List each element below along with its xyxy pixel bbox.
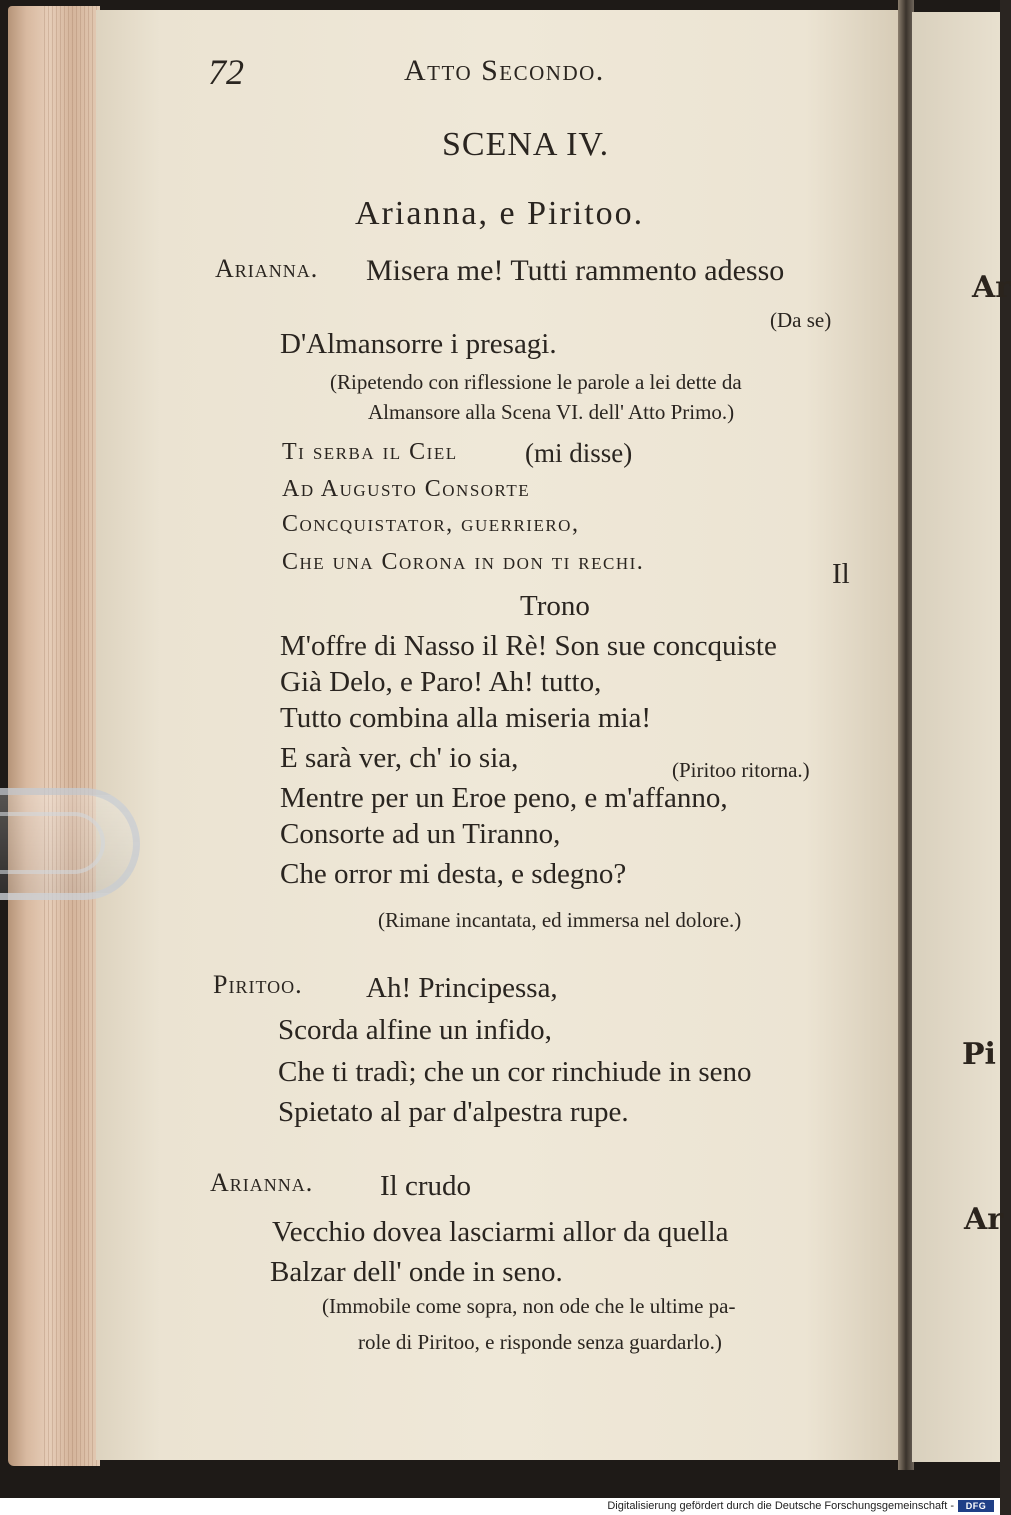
stage-direction: Almansore alla Scena VI. dell' Atto Primo.) — [368, 400, 735, 424]
verse-line: D'Almansorre i presagi. — [280, 328, 557, 360]
verse-line: Scorda alfine un infido, — [278, 1014, 552, 1046]
page-clip-inner — [0, 812, 105, 874]
verse-line: Tutto combina alla miseria mia! — [280, 702, 652, 734]
speaker-arianna: Arianna. — [210, 1168, 314, 1197]
verse-line: Già Delo, e Paro! Ah! tutto, — [280, 666, 602, 698]
page-block-edge — [8, 6, 100, 1466]
running-title: Atto Secondo. — [404, 54, 605, 87]
dfg-logo[interactable]: DFG — [958, 1500, 994, 1512]
stage-direction: (Rimane incantata, ed immersa nel dolore.) — [378, 908, 742, 932]
scene-title: SCENA IV. — [442, 126, 610, 163]
facing-page — [912, 12, 1011, 1462]
verse-line: Che ti tradì; che un cor rinchiude in seno — [278, 1056, 752, 1088]
verse-line: M'offre di Nasso il Rè! Son sue concquiste — [280, 630, 777, 662]
stage-direction: (Da se) — [770, 308, 832, 332]
verse-line: Il crudo — [380, 1170, 471, 1202]
facing-page-fragment-1: Ar — [972, 270, 1011, 305]
footer-bar — [0, 1498, 1000, 1515]
verse-line: Mentre per un Eroe peno, e m'affanno, — [280, 782, 728, 814]
verse-line: Consorte ad un Tiranno, — [280, 818, 561, 850]
verse-line: Il — [832, 558, 850, 590]
verse-quote: Ti serba il Ciel — [282, 439, 458, 465]
verse-line: Balzar dell' onde in seno. — [270, 1256, 563, 1288]
stage-direction: (Immobile come sopra, non ode che le ultime pa- — [322, 1294, 736, 1318]
verse-line: Vecchio dovea lasciarmi allor da quella — [272, 1216, 729, 1248]
verse-line: Trono — [520, 590, 590, 622]
verse-aside: (mi disse) — [525, 438, 633, 468]
verse-quote: Ad Augusto Consorte — [282, 476, 531, 502]
verse-line: Ah! Principessa, — [366, 972, 558, 1004]
verse-quote: Concquistator, guerriero, — [282, 511, 580, 537]
verse-line: Che orror mi desta, e sdegno? — [280, 858, 627, 890]
page-number: 72 — [208, 52, 244, 92]
stage-direction: (Ripetendo con riflessione le parole a lei dette da — [330, 370, 742, 394]
verse-line: Misera me! Tutti rammento adesso — [366, 254, 785, 287]
speaker-arianna: Arianna. — [215, 254, 319, 283]
speaker-piritoo: Piritoo. — [213, 970, 303, 999]
stage-direction: (Piritoo ritorna.) — [672, 758, 810, 782]
footer-funding-text: Digitalisierung gefördert durch die Deutsche Forschungsgemeinschaft - — [607, 1500, 954, 1512]
verse-quote: Che una Corona in don ti rechi. — [282, 549, 645, 575]
facing-page-fragment-2: Pi — [962, 1037, 996, 1072]
stage-direction: role di Piritoo, e risponde senza guardarlo.) — [358, 1330, 722, 1354]
verse-line: Spietato al par d'alpestra rupe. — [278, 1096, 629, 1128]
verse-line: E sarà ver, ch' io sia, — [280, 742, 519, 774]
facing-page-fragment-3: Ar — [964, 1202, 1004, 1237]
characters-line: Arianna, e Piritoo. — [355, 195, 645, 232]
